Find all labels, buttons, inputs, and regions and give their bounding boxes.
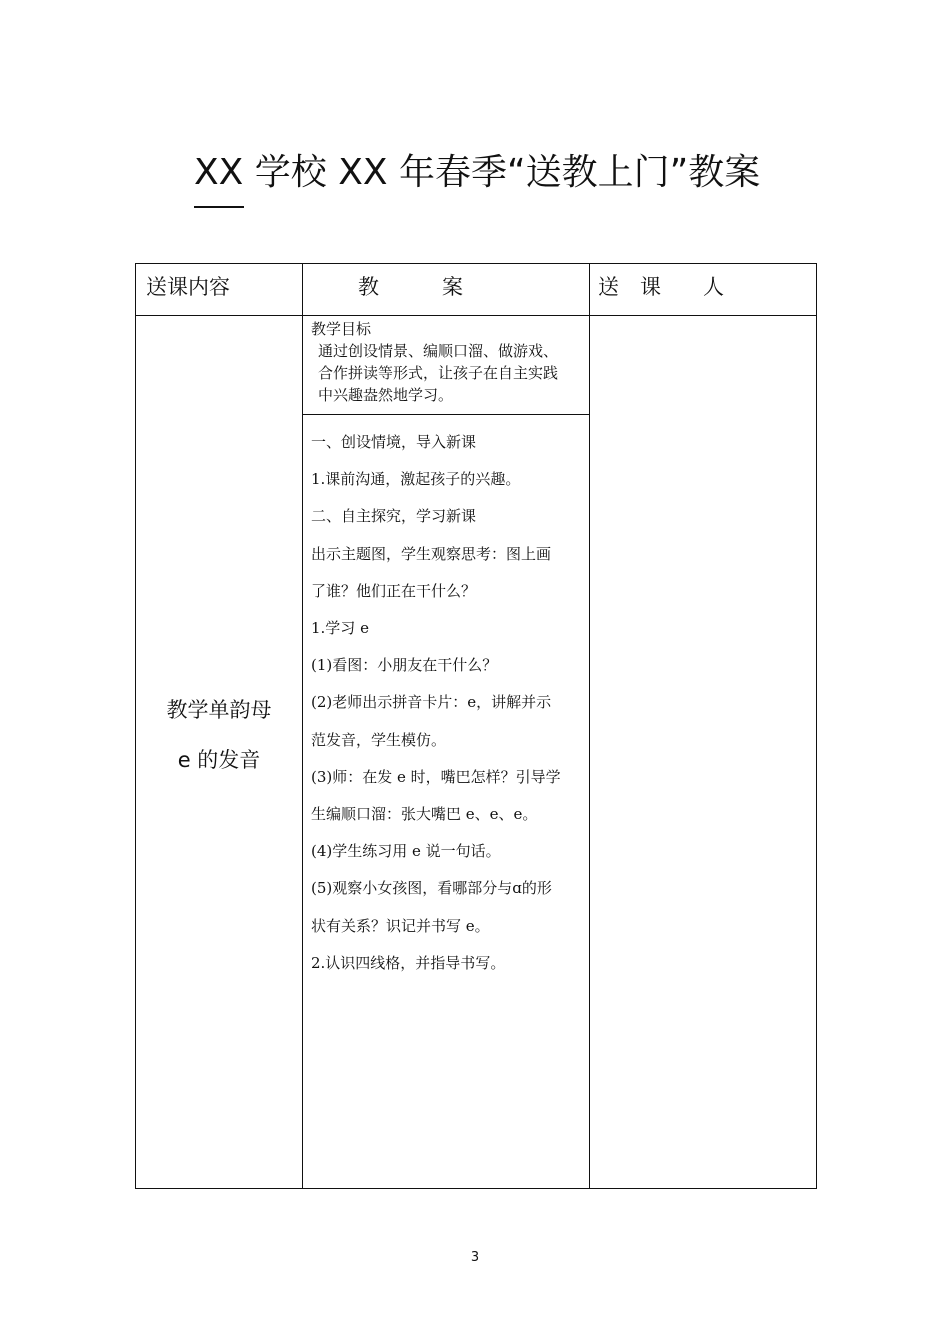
goal-line: 中兴趣盎然地学习。 [318, 386, 454, 404]
goal-line: 合作拼读等形式，让孩子在自主实践 [318, 364, 559, 382]
header-send-content: 送课内容 [146, 275, 230, 299]
plan-line: 一、创设情境，导入新课 [311, 433, 477, 451]
plan-line: 了谁？他们正在干什么？ [311, 581, 477, 600]
header-lesson-plan: 教 案 [358, 275, 463, 299]
plan-line: (3)师：在发 e 时，嘴巴怎样？引导学 [311, 767, 561, 786]
table-header-divider [136, 315, 816, 316]
plan-line: 范发音，学生模仿。 [311, 730, 447, 749]
title-underline-dash [194, 206, 244, 208]
goal-line: 通过创设情景、编顺口溜、做游戏、 [318, 342, 559, 360]
plan-line: 1.学习 e [311, 619, 369, 638]
document-title: XX 学校 XX 年春季“送教上门”教案 [194, 152, 761, 193]
plan-line: (2)老师出示拼音卡片：e，讲解并示 [311, 693, 552, 712]
goal-heading: 教学目标 [311, 320, 372, 338]
plan-line: 出示主题图，学生观察思考：图上画 [311, 544, 552, 563]
plan-line: 状有关系？识记并书写 e。 [311, 916, 490, 935]
plan-content [311, 424, 591, 982]
plan-line: (5)观察小女孩图，看哪部分与ɑ的形 [311, 879, 552, 898]
plan-line: 生编顺口溜：张大嘴巴 e、e、e。 [311, 805, 538, 824]
lesson-plan-table [135, 263, 817, 1189]
plan-line: 二、自主探究，学习新课 [311, 507, 477, 526]
plan-line: (1)看图：小朋友在干什么？ [311, 656, 498, 675]
goal-section-divider [302, 414, 590, 415]
plan-line: (4)学生练习用 e 说一句话。 [311, 842, 501, 861]
subject-line-1: 教学单韵母 [166, 698, 272, 722]
plan-line: 1.课前沟通，激起孩子的兴趣。 [311, 470, 521, 489]
teaching-goal [311, 318, 591, 406]
subject-line-2: e 的发音 [177, 748, 261, 772]
header-teacher: 送 课 人 [598, 275, 724, 299]
plan-line: 2.认识四线格，并指导书写。 [311, 953, 506, 972]
table-col-divider-1 [302, 264, 303, 1188]
page-number: 3 [470, 1250, 480, 1265]
